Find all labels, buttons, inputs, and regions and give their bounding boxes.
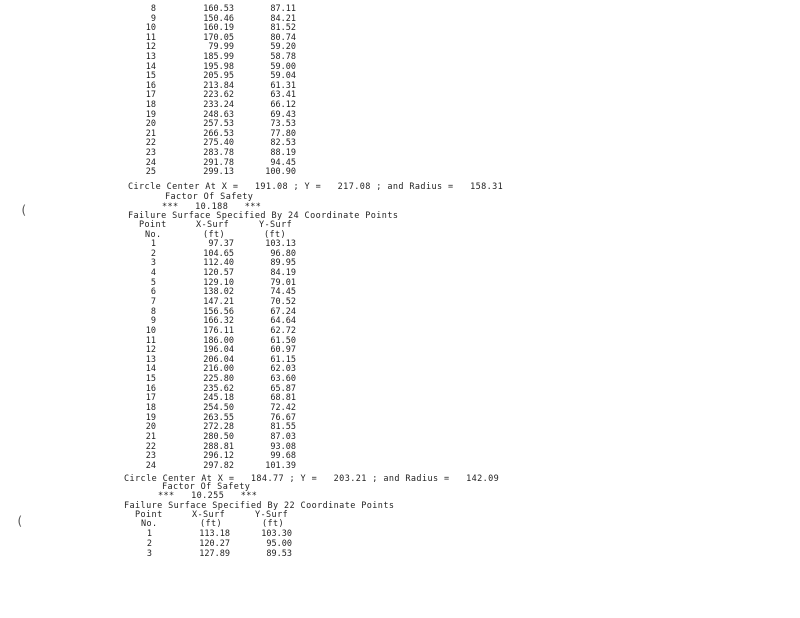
point-number: 5 bbox=[150, 277, 156, 288]
point-number: 18 bbox=[145, 100, 156, 110]
point-number: 11 bbox=[145, 335, 156, 346]
factor-of-safety-label: Factor Of Safety bbox=[162, 482, 251, 492]
x-surf-value: 160.19 bbox=[203, 23, 234, 34]
circle-center-line: Circle Center At X = 191.08 ; Y = 217.08 ; and Radius = 158.31 bbox=[128, 182, 504, 192]
x-surf-value: 195.98 bbox=[203, 61, 234, 72]
y-surf-value: 62.72 bbox=[270, 325, 296, 336]
point-number: 2 bbox=[146, 539, 152, 549]
point-number: 19 bbox=[145, 412, 156, 423]
x-surf-value: 245.18 bbox=[203, 393, 234, 404]
scan-mark: ( bbox=[20, 203, 28, 217]
x-surf-value: 150.46 bbox=[203, 13, 234, 24]
x-surf-value: 166.32 bbox=[203, 316, 234, 327]
x-surf-value: 263.55 bbox=[203, 412, 234, 423]
x-surf-value: 120.57 bbox=[203, 267, 234, 278]
y-surf-value: 70.52 bbox=[270, 296, 296, 307]
y-surf-value: 93.08 bbox=[270, 441, 296, 452]
y-surf-value: 103.13 bbox=[265, 239, 296, 249]
x-surf-value: 170.05 bbox=[203, 32, 234, 43]
y-surf-value: 60.97 bbox=[270, 345, 296, 356]
x-surf-value: 225.80 bbox=[203, 374, 234, 385]
x-surf-value: 254.50 bbox=[203, 403, 234, 414]
y-surf-value: 62.03 bbox=[270, 364, 296, 375]
point-number: 3 bbox=[146, 549, 152, 559]
point-number: 16 bbox=[145, 383, 156, 394]
x-surf-value: 288.81 bbox=[203, 441, 234, 452]
y-surf-value: 73.53 bbox=[270, 119, 296, 130]
scan-mark: ( bbox=[16, 514, 24, 528]
x-surf-value: 233.24 bbox=[203, 100, 234, 110]
x-surf-value: 216.00 bbox=[203, 364, 234, 375]
y-surf-value: 84.21 bbox=[270, 13, 296, 24]
x-surf-value: 248.63 bbox=[203, 109, 234, 120]
point-number: 18 bbox=[145, 403, 156, 414]
point-number: 9 bbox=[150, 316, 156, 327]
y-surf-value: 61.15 bbox=[270, 354, 296, 365]
col-header-point: Point bbox=[139, 220, 167, 230]
x-surf-value: 127.89 bbox=[199, 549, 230, 559]
y-surf-value: 99.68 bbox=[270, 451, 296, 462]
surface-title: Failure Surface Specified By 24 Coordinate Points bbox=[128, 211, 399, 221]
x-surf-value: 156.56 bbox=[203, 306, 234, 317]
point-number: 22 bbox=[145, 138, 156, 149]
y-surf-value: 101.39 bbox=[265, 460, 296, 471]
col-header-y: Y-Surf bbox=[255, 510, 289, 520]
point-number: 4 bbox=[150, 267, 156, 278]
y-surf-value: 66.12 bbox=[270, 100, 296, 110]
y-surf-value: 94.45 bbox=[270, 157, 296, 168]
point-number: 8 bbox=[150, 306, 156, 317]
x-surf-value: 138.02 bbox=[203, 287, 234, 298]
x-surf-value: 186.00 bbox=[203, 335, 234, 346]
x-surf-value: 120.27 bbox=[199, 539, 230, 549]
x-surf-value: 296.12 bbox=[203, 451, 234, 462]
point-number: 6 bbox=[150, 287, 156, 298]
point-number: 15 bbox=[145, 374, 156, 385]
x-surf-value: 205.95 bbox=[203, 71, 234, 82]
x-surf-value: 297.82 bbox=[203, 460, 234, 471]
y-surf-value: 69.43 bbox=[270, 109, 296, 120]
y-surf-value: 61.31 bbox=[270, 80, 296, 91]
y-surf-value: 81.55 bbox=[270, 422, 296, 433]
point-number: 25 bbox=[145, 167, 156, 178]
y-surf-value: 100.90 bbox=[265, 167, 296, 178]
point-number: 13 bbox=[145, 52, 156, 62]
y-surf-value: 81.52 bbox=[270, 23, 296, 34]
x-surf-value: 213.84 bbox=[203, 80, 234, 91]
point-number: 19 bbox=[145, 109, 156, 120]
x-surf-value: 97.37 bbox=[208, 239, 234, 249]
point-number: 20 bbox=[145, 119, 156, 130]
surface-title: Failure Surface Specified By 22 Coordinate Points bbox=[124, 501, 395, 511]
point-number: 11 bbox=[145, 32, 156, 43]
point-number: 16 bbox=[145, 80, 156, 91]
col-header-x-unit: (ft) bbox=[200, 519, 223, 529]
y-surf-value: 64.64 bbox=[270, 316, 296, 327]
x-surf-value: 160.53 bbox=[203, 4, 234, 14]
col-header-x: X-Surf bbox=[196, 220, 230, 230]
x-surf-value: 206.04 bbox=[203, 354, 234, 365]
y-surf-value: 80.74 bbox=[270, 32, 296, 43]
y-surf-value: 87.11 bbox=[270, 4, 296, 14]
point-number: 9 bbox=[150, 13, 156, 24]
col-header-y-unit: (ft) bbox=[264, 230, 287, 240]
point-number: 2 bbox=[150, 248, 156, 259]
col-header-x-unit: (ft) bbox=[203, 230, 226, 240]
x-surf-value: 223.62 bbox=[203, 90, 234, 101]
y-surf-value: 68.81 bbox=[270, 393, 296, 404]
factor-of-safety-value: *** 10.188 *** bbox=[162, 202, 262, 212]
x-surf-value: 280.50 bbox=[203, 432, 234, 442]
y-surf-value: 87.03 bbox=[270, 432, 296, 442]
x-surf-value: 113.18 bbox=[199, 529, 230, 539]
point-number: 10 bbox=[145, 23, 156, 34]
point-number: 10 bbox=[145, 325, 156, 336]
x-surf-value: 79.99 bbox=[208, 42, 234, 53]
point-number: 21 bbox=[145, 128, 156, 139]
y-surf-value: 63.60 bbox=[270, 374, 296, 385]
point-number: 14 bbox=[145, 61, 156, 72]
y-surf-value: 95.00 bbox=[266, 539, 292, 549]
x-surf-value: 235.62 bbox=[203, 383, 234, 394]
x-surf-value: 185.99 bbox=[203, 52, 234, 62]
point-number: 7 bbox=[150, 296, 156, 307]
y-surf-value: 63.41 bbox=[270, 90, 296, 101]
point-number: 23 bbox=[145, 451, 156, 462]
col-header-point: Point bbox=[135, 510, 163, 520]
y-surf-value: 65.87 bbox=[270, 383, 296, 394]
factor-of-safety-label: Factor Of Safety bbox=[165, 192, 254, 202]
y-surf-value: 77.80 bbox=[270, 128, 296, 139]
col-header-no: No. bbox=[145, 230, 162, 240]
point-number: 21 bbox=[145, 432, 156, 442]
y-surf-value: 59.00 bbox=[270, 61, 296, 72]
y-surf-value: 103.30 bbox=[261, 529, 292, 539]
col-header-no: No. bbox=[141, 519, 158, 529]
factor-of-safety-value: *** 10.255 *** bbox=[158, 491, 258, 501]
x-surf-value: 291.78 bbox=[203, 157, 234, 168]
x-surf-value: 129.10 bbox=[203, 277, 234, 288]
point-number: 24 bbox=[145, 157, 156, 168]
point-number: 12 bbox=[145, 345, 156, 356]
point-number: 17 bbox=[145, 393, 156, 404]
y-surf-value: 59.04 bbox=[270, 71, 296, 82]
point-number: 1 bbox=[146, 529, 152, 539]
y-surf-value: 84.19 bbox=[270, 267, 296, 278]
x-surf-value: 257.53 bbox=[203, 119, 234, 130]
col-header-x: X-Surf bbox=[192, 510, 226, 520]
point-number: 15 bbox=[145, 71, 156, 82]
point-number: 20 bbox=[145, 422, 156, 433]
y-surf-value: 88.19 bbox=[270, 148, 296, 158]
x-surf-value: 112.40 bbox=[203, 258, 234, 269]
y-surf-value: 76.67 bbox=[270, 412, 296, 423]
circle-center-line: Circle Center At X = 184.77 ; Y = 203.21 ; and Radius = 142.09 bbox=[124, 474, 500, 484]
x-surf-value: 266.53 bbox=[203, 128, 234, 139]
x-surf-value: 275.40 bbox=[203, 138, 234, 149]
point-number: 13 bbox=[145, 354, 156, 365]
y-surf-value: 82.53 bbox=[270, 138, 296, 149]
col-header-y: Y-Surf bbox=[259, 220, 293, 230]
x-surf-value: 104.65 bbox=[203, 248, 234, 259]
y-surf-value: 79.01 bbox=[270, 277, 296, 288]
y-surf-value: 59.20 bbox=[270, 42, 296, 53]
point-number: 24 bbox=[145, 460, 156, 471]
x-surf-value: 272.28 bbox=[203, 422, 234, 433]
y-surf-value: 58.78 bbox=[270, 52, 296, 62]
point-number: 1 bbox=[150, 239, 156, 249]
x-surf-value: 196.04 bbox=[203, 345, 234, 356]
x-surf-value: 176.11 bbox=[203, 325, 234, 336]
point-number: 3 bbox=[150, 258, 156, 269]
y-surf-value: 72.42 bbox=[270, 403, 296, 414]
point-number: 12 bbox=[145, 42, 156, 53]
y-surf-value: 67.24 bbox=[270, 306, 296, 317]
x-surf-value: 283.78 bbox=[203, 148, 234, 158]
y-surf-value: 89.53 bbox=[266, 549, 292, 559]
x-surf-value: 147.21 bbox=[203, 296, 234, 307]
col-header-y-unit: (ft) bbox=[262, 519, 285, 529]
point-number: 8 bbox=[150, 4, 156, 14]
point-number: 14 bbox=[145, 364, 156, 375]
point-number: 17 bbox=[145, 90, 156, 101]
y-surf-value: 96.80 bbox=[270, 248, 296, 259]
y-surf-value: 74.45 bbox=[270, 287, 296, 298]
x-surf-value: 299.13 bbox=[203, 167, 234, 178]
point-number: 23 bbox=[145, 148, 156, 158]
y-surf-value: 89.95 bbox=[270, 258, 296, 269]
y-surf-value: 61.50 bbox=[270, 335, 296, 346]
point-number: 22 bbox=[145, 441, 156, 452]
